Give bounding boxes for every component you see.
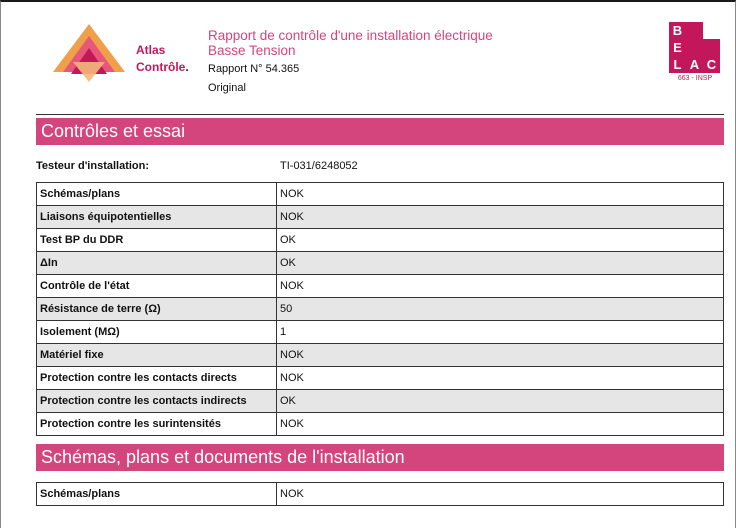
row-value: OK: [277, 252, 724, 275]
belac-block: [703, 39, 720, 56]
row-label: Matériel fixe: [37, 344, 277, 367]
row-label: Protection contre les contacts directs: [37, 367, 277, 390]
row-label: ΔIn: [37, 252, 277, 275]
row-label: Isolement (MΩ): [37, 321, 277, 344]
table-row: [37, 183, 724, 206]
row-value: NOK: [277, 344, 724, 367]
table-row: [37, 367, 724, 390]
belac-letter-a: A: [686, 56, 703, 73]
belac-block: [686, 22, 703, 39]
row-value: NOK: [277, 183, 724, 206]
header-divider: [36, 114, 724, 115]
row-value: NOK: [277, 367, 724, 390]
brand-line-1: Atlas: [136, 43, 166, 57]
report-title-line-2: Basse Tension: [208, 43, 296, 58]
table-row: [37, 390, 724, 413]
row-value: OK: [277, 390, 724, 413]
row-label: Protection contre les contacts indirects: [37, 390, 277, 413]
section-title-schemas: Schémas, plans et documents de l'installation: [36, 444, 724, 471]
report-title: [208, 28, 493, 58]
row-value: NOK: [277, 413, 724, 436]
report-meta: [208, 60, 299, 98]
belac-letter-l: L: [669, 56, 686, 73]
report-status: Original: [208, 82, 246, 94]
table-row: [37, 275, 724, 298]
row-label: Contrôle de l'état: [37, 275, 277, 298]
belac-block: [686, 39, 703, 56]
table-row: [37, 483, 724, 506]
belac-blank: [703, 22, 720, 39]
belac-code: 663 - INSP: [677, 75, 713, 82]
belac-letter-e: E: [669, 39, 686, 56]
belac-accreditation-logo: [669, 22, 721, 82]
atlas-controle-logo: [53, 22, 125, 84]
report-number: Rapport N° 54.365: [208, 63, 300, 75]
table-row: [37, 206, 724, 229]
row-value: NOK: [277, 275, 724, 298]
row-label: Test BP du DDR: [37, 229, 277, 252]
controls-table: [36, 182, 724, 436]
row-label: Schémas/plans: [37, 183, 277, 206]
belac-letter-c: C: [703, 56, 720, 73]
brand-name: [136, 42, 189, 76]
brand-line-2: Contrôle: [136, 60, 186, 74]
tester-value: TI-031/6248052: [280, 160, 358, 172]
row-label: Résistance de terre (Ω): [37, 298, 277, 321]
row-value: 1: [277, 321, 724, 344]
row-value: 50: [277, 298, 724, 321]
row-label: Protection contre les surintensités: [37, 413, 277, 436]
table-row: [37, 298, 724, 321]
table-row: [37, 252, 724, 275]
row-label: Schémas/plans: [37, 483, 277, 506]
section-title-controles: Contrôles et essai: [36, 118, 724, 145]
row-value: OK: [277, 229, 724, 252]
belac-letter-b: B: [669, 22, 686, 39]
documents-table: [36, 482, 724, 506]
report-title-line-1: Rapport de contrôle d'une installation électrique: [208, 28, 493, 43]
brand-dot: .: [185, 60, 189, 74]
table-row: [37, 229, 724, 252]
table-row: [37, 344, 724, 367]
row-value: NOK: [277, 206, 724, 229]
table-row: [37, 413, 724, 436]
row-label: Liaisons équipotentielles: [37, 206, 277, 229]
row-value: NOK: [277, 483, 724, 506]
table-row: [37, 321, 724, 344]
tester-label: Testeur d'installation:: [36, 160, 150, 172]
